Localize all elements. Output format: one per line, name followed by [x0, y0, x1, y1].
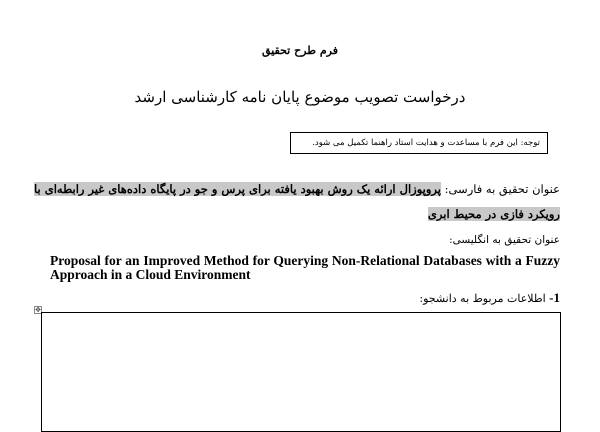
persian-title-row: [34, 182, 560, 196]
section-label: اطلاعات مربوط به دانشجو:: [419, 292, 546, 305]
note-box: [290, 132, 548, 154]
section-number: 1-: [549, 290, 560, 305]
form-title: فرم طرح تحقیق: [262, 44, 338, 57]
english-title: Proposal for an Improved Method for Querying Non-Relational Databases with a Fuzzy Approach in a Cloud Environment: [50, 253, 560, 282]
persian-title-label: عنوان تحقیق به فارسی:: [444, 182, 560, 196]
english-title-label: عنوان تحقیق به انگلیسی:: [449, 234, 560, 246]
student-info-table[interactable]: [41, 312, 561, 432]
persian-title-row-2: [428, 207, 560, 221]
main-title: درخواست تصویب موضوع پایان نامه کارشناسی ارشد: [134, 88, 466, 106]
section-1-heading: [419, 290, 560, 306]
persian-title-line2: رویکرد فازی در محیط ابری: [427, 207, 560, 221]
persian-title-line1: پروپوزال ارائه یک روش بهبود یافته برای پرس و جو در پایگاه داده‌های غیر رابطه‌ای با: [34, 182, 441, 196]
table-move-handle-icon[interactable]: ✥: [35, 306, 41, 314]
note-text: توجه: این فرم با مساعدت و هدایت استاد راهنما تکمیل می شود.: [312, 138, 540, 148]
